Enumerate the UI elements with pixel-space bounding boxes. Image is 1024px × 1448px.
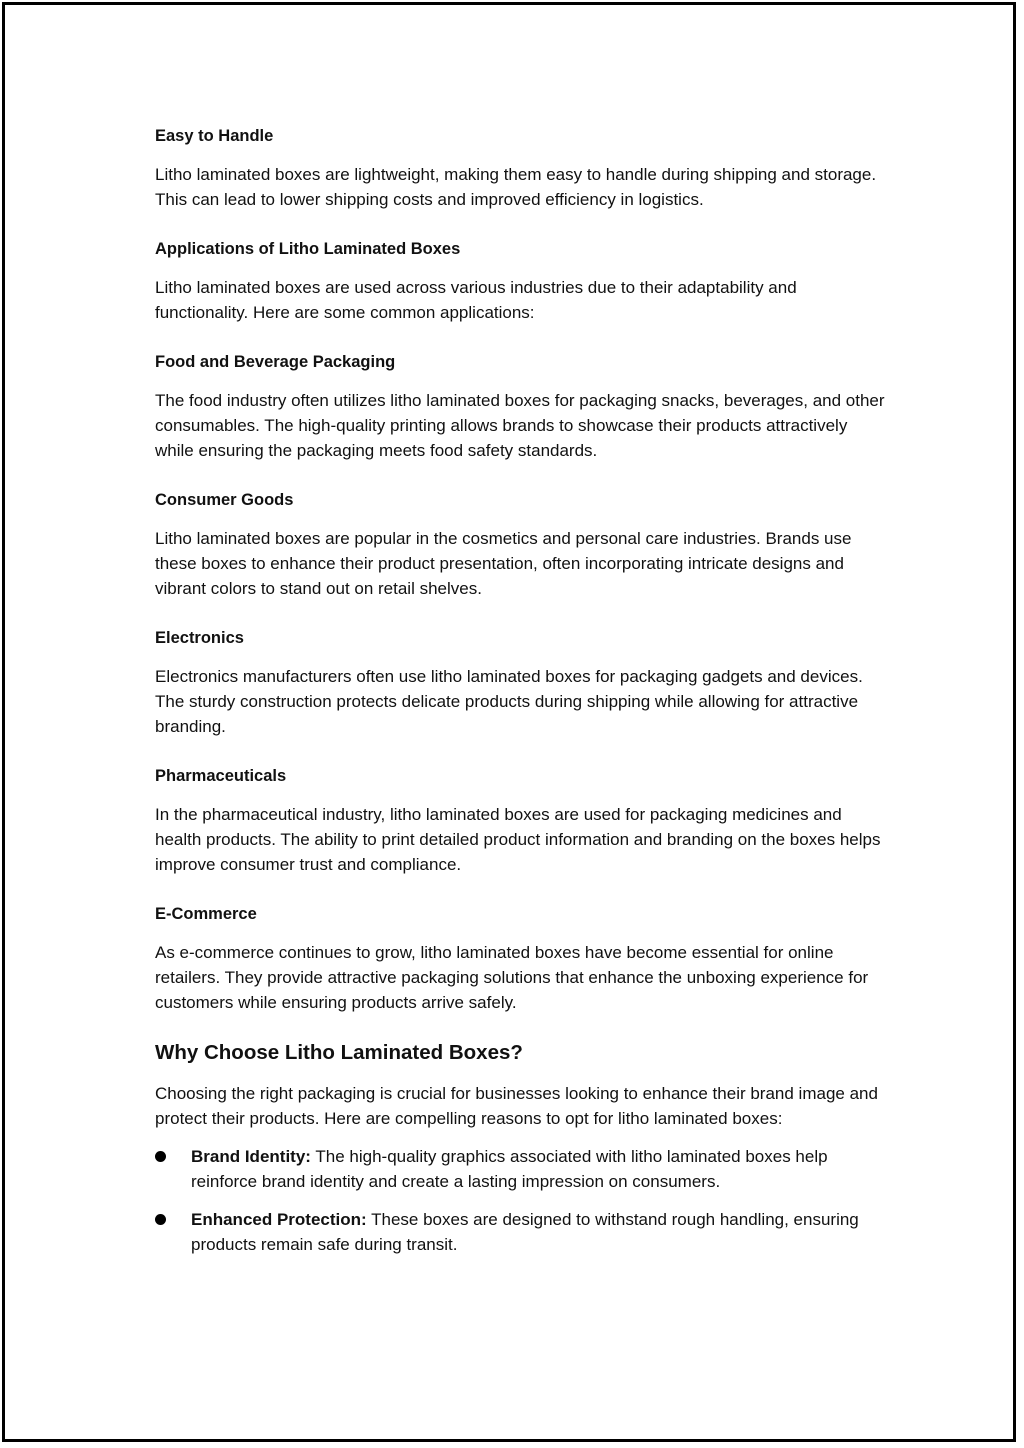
why-choose-intro: Choosing the right packaging is crucial for businesses looking to enhance their brand image and protect their products. Here are compelling reasons to opt for litho laminated boxes: — [155, 1084, 878, 1128]
section-body-ecommerce: As e-commerce continues to grow, litho laminated boxes have become essential for online retailers. They provide attractive packaging solutions that enhance the unboxing experience for customers while ensuring products arrive safely. — [155, 943, 869, 1012]
list-item — [155, 1207, 885, 1257]
section-heading-electronics: Electronics — [155, 629, 244, 647]
reasons-list — [155, 1144, 885, 1257]
section-heading-ecommerce: E-Commerce — [155, 905, 257, 923]
section-body-electronics: Electronics manufacturers often use litho laminated boxes for packaging gadgets and devices. The sturdy construction protects delicate products during shipping while allowing for attractive branding. — [155, 667, 863, 736]
bullet-text: These boxes are designed to withstand rough handling, ensuring products remain safe during transit. — [191, 1210, 859, 1254]
section-body-applications: Litho laminated boxes are used across various industries due to their adaptability and functionality. Here are some common applications: — [155, 278, 797, 322]
section-heading-easy-to-handle: Easy to Handle — [155, 127, 274, 145]
bullet-term: Enhanced Protection: — [191, 1210, 367, 1229]
section-body-easy-to-handle: Litho laminated boxes are lightweight, making them easy to handle during shipping and storage. This can lead to lower shipping costs and improved efficiency in logistics. — [155, 165, 877, 209]
why-choose-heading: Why Choose Litho Laminated Boxes? — [155, 1041, 523, 1064]
section-heading-food-beverage: Food and Beverage Packaging — [155, 353, 396, 371]
section-heading-consumer-goods: Consumer Goods — [155, 491, 294, 509]
list-item — [155, 1144, 885, 1194]
bullet-text: The high-quality graphics associated with litho laminated boxes help reinforce brand identity and create a lasting impression on consumers. — [191, 1147, 828, 1191]
section-body-consumer-goods: Litho laminated boxes are popular in the cosmetics and personal care industries. Brands use these boxes to enhance their product presentation, often incorporating intricate designs and vibrant colors to stand out on retail shelves. — [155, 529, 852, 598]
bullet-icon — [155, 1214, 166, 1225]
section-body-pharmaceuticals: In the pharmaceutical industry, litho laminated boxes are used for packaging medicines and health products. The ability to print detailed product information and branding on the boxes helps improve consumer trust and compliance. — [155, 805, 881, 874]
bullet-icon — [155, 1151, 166, 1162]
section-heading-applications: Applications of Litho Laminated Boxes — [155, 240, 461, 258]
document-content — [155, 124, 885, 1270]
section-body-food-beverage: The food industry often utilizes litho laminated boxes for packaging snacks, beverages, and other consumables. The high-quality printing allows brands to showcase their products attractively while ensuring the packaging meets food safety standards. — [155, 391, 885, 460]
section-heading-pharmaceuticals: Pharmaceuticals — [155, 767, 287, 785]
bullet-term: Brand Identity: — [191, 1147, 311, 1166]
